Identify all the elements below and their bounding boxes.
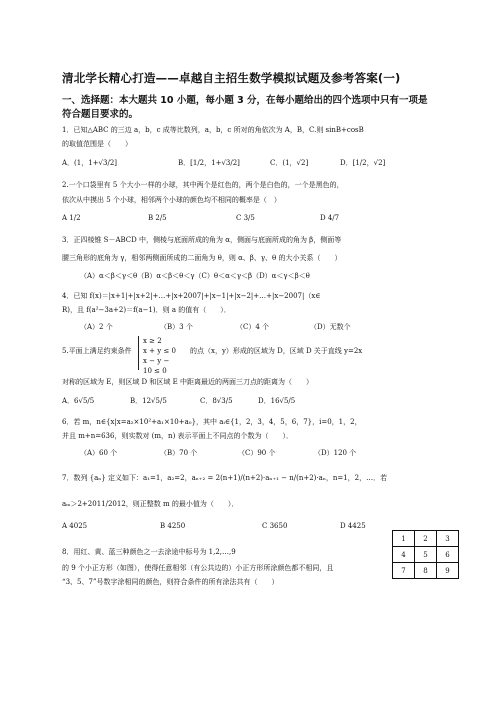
constraint-1: x ≥ 2 [143,337,162,345]
q1-line1: 1．已知△ABC 的三边 a，b，c 成等比数列，a，b，c 所对的角依次为 A，B，C.则 sinB+cosB [62,126,364,134]
q5-option-d: D．16√5/5 [258,397,296,405]
q8-line1: 8．用红、黄、蓝三种颜色之一去涂途中标号为 1,2,…,9 [62,548,236,556]
constraint-system [138,336,180,375]
q7-option-c: C 3650 [262,522,288,530]
q6-option-a: （A）60 个 [80,449,118,457]
constraint-3: x − y − 10 ≤ 0 [143,357,170,375]
q6-option-c: （C）90 个 [238,449,276,457]
grid-cell: 9 [437,563,459,579]
grid-cell: 5 [415,547,437,563]
q4-option-a: （A）2 个 [80,323,113,331]
q1-option-c: C．(1，√2] [270,159,309,167]
q2-option-b: B 2/5 [148,214,167,222]
q7-option-a: A 4025 [62,522,88,530]
section-heading: 一、选择题：本大题共 10 小题，每小题 3 分，在每小题给出的四个选项中只有一项是符合题目要求的。 [62,95,428,120]
grid-cell: 7 [393,563,415,579]
q4-line1: 4．已知 f(x)＝|x+1|+|x+2|+…+|x+2007|+|x−1|+|x−2|+…+|x−2007|（x∈ [62,292,321,300]
q7-line2: aₘ＞2+2011/2012，则正整数 m 的最小值为（ ）． [62,500,239,508]
grid-row [393,547,459,563]
grid-cell: 8 [415,563,437,579]
q6-line2: 并且 m+n=636，则实数对 (m，n) 表示平面上不同点的个数为（ ）． [62,432,294,440]
q2-option-d: D 4/7 [320,214,340,222]
q2-line2: 依次从中摸出 5 个小球，相邻两个小球的颜色均不相同的概率是（ ） [62,196,281,204]
grid-cell: 6 [437,547,459,563]
q5-prefix: 5.平面上满足约束条件 [62,347,132,355]
q5-option-c: C．8√3/5 [200,397,233,405]
q6-option-b: （B）70 个 [160,449,198,457]
q3-line2: 腰三角形的底角为 γ，相邻两侧面所成的二面角为 θ，则 α、β、γ、θ 的大小关系（ ） [62,254,342,262]
q5-line2: 对称的区域为 E，则区域 D 和区域 E 中距离最近的两面三刀点的距离为（ ） [62,378,313,386]
q7-option-d: D 4425 [340,522,366,530]
grid-cell: 2 [415,531,437,547]
q5-option-b: B．12√5/5 [130,397,167,405]
q4-line2: R)，且 f(a²−3a+2)＝f(a−1)．则 a 的值有（ ）． [62,306,231,314]
q2-line1: 2.一个口袋里有 5 个大小一样的小球，其中两个是红色的，两个是白色的，一个是黑色的， [62,181,344,189]
grid-row [393,531,459,547]
number-grid [392,530,459,579]
q1-option-a: A．(1，1+√3/2] [62,159,118,167]
q1-option-d: D．[1/2，√2] [340,159,386,167]
q2-option-a: A 1/2 [62,214,81,222]
q1-line2: 的取值范围是（ ） [62,140,132,148]
q3-line3: （A）α＜β＜γ＜θ（B）α＜β＜θ＜γ（C）θ＜α＜γ＜β（D）α＜γ＜β＜θ [80,272,310,280]
grid-cell: 3 [437,531,459,547]
grid-cell: 4 [393,547,415,563]
q4-option-d: （D）无数个 [310,323,351,331]
grid-row [393,563,459,579]
q5-suffix: 的点（x，y）形成的区域为 D，区域 D 关于直线 y=2x [190,347,363,355]
q5-option-a: A．6√5/5 [62,397,95,405]
q3-line1: 3．正四棱锥 S－ABCD 中，侧棱与底面所成的角为 α，侧面与底面所成的角为 β，侧面等 [62,236,342,244]
q1-option-b: B．[1/2，1+√3/2] [178,159,240,167]
q4-option-c: （C）4 个 [236,323,270,331]
q4-option-b: （B）3 个 [160,323,193,331]
q6-line1: 6．若 m，n∈{x|x=a₂×10²+a₁×10+a₀}，其中 aᵢ∈{1，2，3，4，5，6，7}，i=0，1，2， [62,418,362,426]
q8-line2: 的 9 个小正方形（如图），使得任意相邻（有公共边的）小正方形所涂颜色都不相同，且 [62,564,334,572]
grid-cell: 1 [393,531,415,547]
q7-option-b: B 4250 [160,522,186,530]
constraint-2: x + y ≤ 0 [143,347,176,355]
q6-option-d: （D）120 个 [314,449,357,457]
q8-line3: “3、5、7”号数字涂相同的颜色，则符合条件的所有涂法共有（ ） [62,578,279,586]
q2-option-c: C 3/5 [236,214,255,222]
page-title: 清北学长精心打造——卓越自主招生数学模拟试题及参考答案(一) [62,71,401,85]
q7-line1: 7．数列 {aₙ} 定义如下：a₁=1，a₂=2，aₙ₊₂ = 2(n+1)/(n+2)·aₙ₊₁ − n/(n+2)·aₙ，n=1，2，…．若 [62,474,388,482]
